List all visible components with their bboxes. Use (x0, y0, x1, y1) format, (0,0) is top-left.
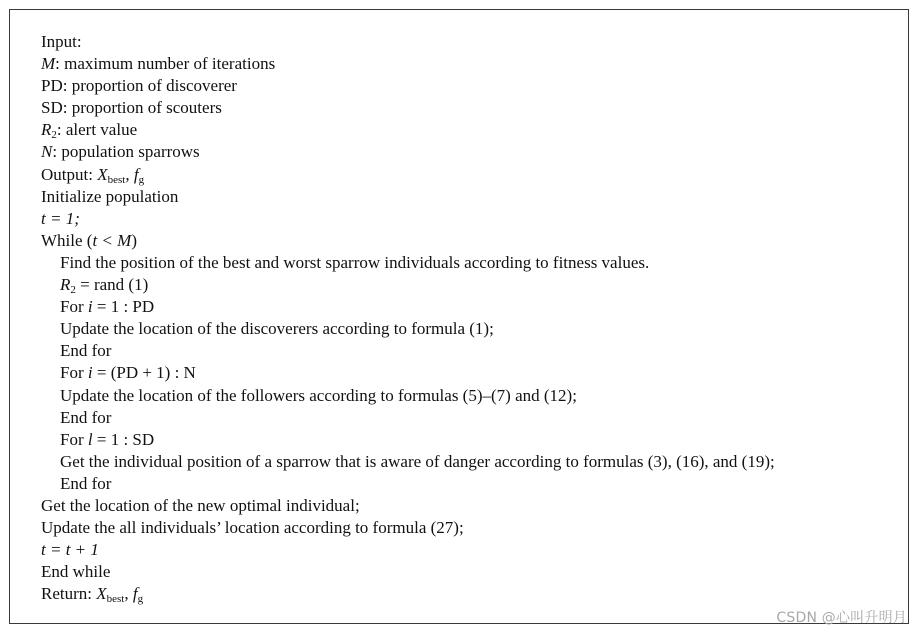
end-for-1-line (41, 340, 775, 362)
param-sd-desc: : proportion of scouters (62, 98, 222, 118)
end-for-2-text: End for (60, 407, 112, 427)
for-followers-line (41, 362, 775, 384)
for-range-2: = (PD + 1) : N (92, 363, 196, 383)
param-r2-line (41, 119, 775, 141)
t-increment-line (41, 539, 775, 561)
return-line: Return: $X_{best}$, $f_g$ (41, 584, 144, 606)
return-x-symbol: X (96, 584, 107, 604)
find-best-text: Find the position of the best and worst sparrow individuals according to fitness values. (60, 252, 650, 272)
for-range-1: = 1 : PD (92, 297, 155, 317)
update-followers-text: Update the location of the followers according to formulas (5)–(7) and (12); (60, 385, 577, 405)
output-line: Output: $X_{best}$, $f_g$ (41, 164, 145, 186)
update-all-line (41, 517, 775, 539)
param-pd-line (41, 75, 775, 97)
for-label-1: For (60, 297, 88, 317)
while-label: While ( (41, 230, 93, 250)
for-var-2: i (87, 363, 93, 383)
for-var-3: l (87, 429, 93, 449)
update-all-text: Update the all individuals’ location according to formula (27); (41, 518, 464, 538)
t-init-line (41, 208, 775, 230)
for-discoverers-line (41, 296, 775, 318)
input-label: Input: (41, 32, 82, 51)
r2-symbol: R (60, 275, 71, 295)
while-condition: t < M (92, 230, 132, 250)
end-for-1-text: End for (60, 341, 112, 361)
initialize-line (41, 186, 775, 208)
algorithm-lines (41, 31, 775, 605)
for-label-2: For (60, 363, 88, 383)
r2-rand-line (41, 274, 775, 296)
for-range-3: = 1 : SD (92, 429, 155, 449)
param-m-line (41, 53, 775, 75)
param-m-desc: : maximum number of iterations (55, 54, 276, 74)
return-f-symbol: f (132, 584, 138, 604)
param-pd-desc: : proportion of discoverer (62, 76, 237, 96)
param-sd-symbol: SD (41, 98, 63, 118)
output-x-subscript: best (107, 173, 126, 186)
param-sd-line (41, 97, 775, 119)
param-n-symbol: N (41, 142, 53, 162)
end-for-3-text: End for (60, 473, 112, 493)
aware-danger-line (41, 451, 775, 473)
output-x-symbol: X (97, 164, 108, 184)
return-x-subscript: best (106, 593, 125, 606)
for-var-1: i (87, 297, 93, 317)
param-n-line (41, 141, 775, 163)
r2-assign: = rand (1) (75, 275, 149, 295)
initialize-text: Initialize population (41, 186, 179, 206)
param-r2-desc: : alert value (56, 120, 138, 140)
algorithm-box (9, 9, 909, 624)
output-f-subscript: g (138, 173, 145, 186)
param-r2-subscript: 2 (51, 129, 57, 142)
get-optimal-line (41, 495, 775, 517)
return-f-subscript: g (137, 593, 144, 606)
input-label-line (41, 31, 775, 53)
param-n-desc: : population sparrows (52, 142, 200, 162)
param-m-symbol: M (41, 54, 56, 74)
return-label: Return: (41, 584, 97, 604)
while-line: While (t < M) (41, 230, 137, 250)
end-while-line (41, 561, 775, 583)
find-best-line (41, 252, 775, 274)
param-r2-symbol: R (41, 120, 52, 140)
t-increment-text: t = t + 1 (41, 540, 99, 560)
output-label: Output: (41, 164, 98, 184)
t-init-text: t = 1; (41, 208, 80, 228)
param-pd-symbol: PD (41, 76, 63, 96)
for-label-3: For (60, 429, 88, 449)
end-for-2-line (41, 407, 775, 429)
r2-subscript: 2 (70, 284, 76, 297)
output-f-symbol: f (133, 164, 139, 184)
aware-danger-text: Get the individual position of a sparrow that is aware of danger according to formulas (3), (16), and (19); (60, 451, 775, 471)
get-optimal-text: Get the location of the new optimal individual; (41, 495, 360, 515)
update-discoverers-text: Update the location of the discoverers according to formula (1); (60, 319, 494, 339)
update-followers-line (41, 385, 775, 407)
update-discoverers-line (41, 318, 775, 340)
end-while-text: End while (41, 562, 111, 582)
csdn-watermark: CSDN @心叫升明月 (776, 610, 907, 626)
for-scouters-line (41, 429, 775, 451)
end-for-3-line (41, 473, 775, 495)
